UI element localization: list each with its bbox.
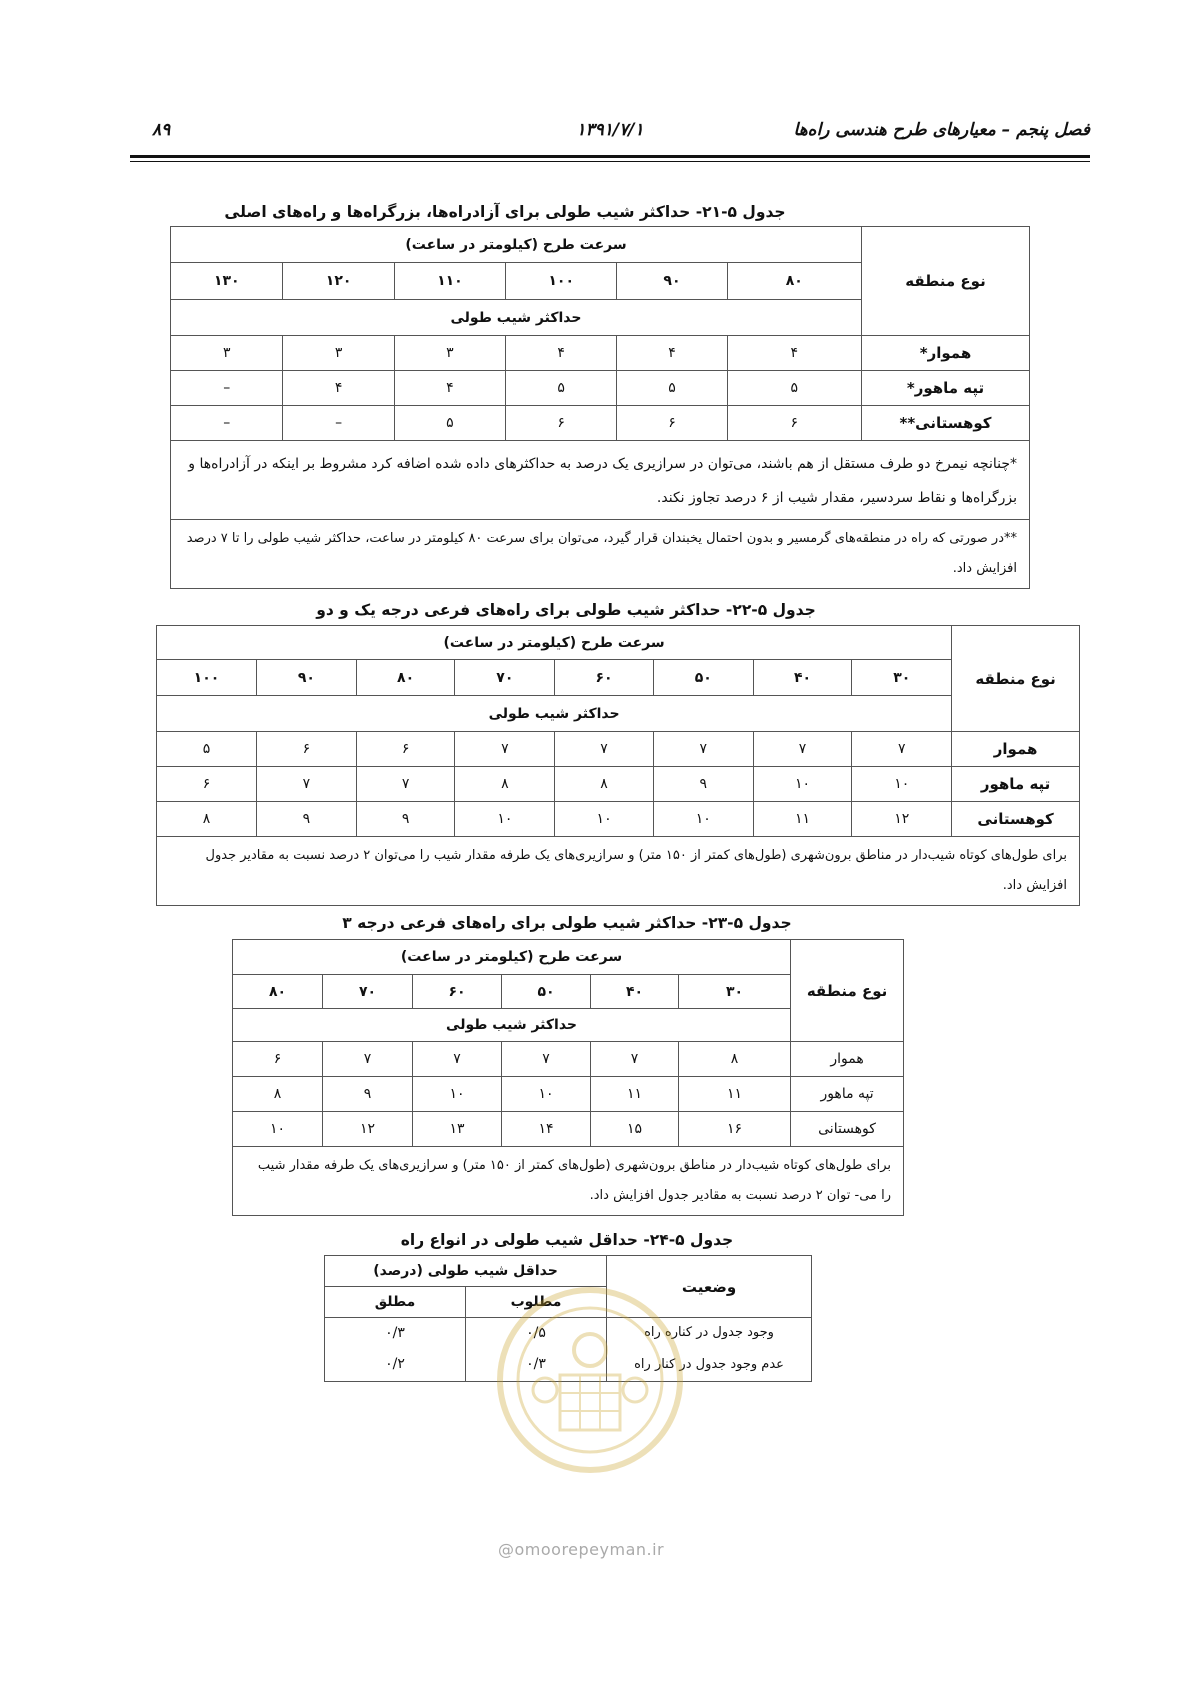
value-cell: ۴	[283, 371, 394, 406]
value-cell: ۹	[356, 802, 455, 837]
value-cell: ۱۳	[413, 1112, 502, 1147]
table-row	[171, 406, 1030, 441]
table-22-caption: جدول ۵-۲۲- حداکثر شیب طولی برای راه‌های فرعی درجه یک و دو	[316, 601, 816, 619]
table-row	[171, 371, 1030, 406]
value-cell: ۱۰	[502, 1077, 591, 1112]
table-21-caption: جدول ۵-۲۱- حداکثر شیب طولی برای آزادراه‌ها، بزرگراه‌ها و راه‌های اصلی	[224, 203, 786, 221]
value-cell: ۶	[157, 767, 257, 802]
value-cell: ۷	[653, 732, 753, 767]
page-header	[130, 120, 1090, 146]
value-cell: ۵	[394, 406, 505, 441]
value-cell: ۷	[502, 1042, 591, 1077]
value-cell: ۶	[617, 406, 727, 441]
value-cell: ۱۰	[233, 1112, 323, 1147]
table-23-body	[233, 1042, 904, 1147]
value-cell: ۶	[506, 406, 617, 441]
speed-header: سرعت طرح (کیلومتر در ساعت)	[233, 940, 791, 975]
table-22-body	[157, 732, 1080, 837]
value-cell: ۸	[555, 767, 654, 802]
table-row	[171, 336, 1030, 371]
value-cell: ۶	[256, 732, 356, 767]
speed-cell: ۶۰	[413, 975, 502, 1009]
watermark-text: @omoorepeyman.ir	[498, 1540, 665, 1559]
zone-cell: تپه ماهور	[952, 767, 1080, 802]
value-cell: ۷	[753, 732, 852, 767]
value-cell: ۴	[617, 336, 727, 371]
page-number: ۸۹	[152, 120, 171, 140]
zone-cell: کوهستانی	[791, 1112, 904, 1147]
speed-cell: ۵۰	[502, 975, 591, 1009]
value-cell: ۸	[157, 802, 257, 837]
value-cell: –	[283, 406, 394, 441]
value-cell: ۶	[727, 406, 861, 441]
value-cell: ۵	[506, 371, 617, 406]
table-21-note-1: *چنانچه نیمرخ دو طرف مستقل از هم باشند، می‌توان در سرازیری یک درصد به حداکثرهای داده شده اضافه کرد مشروط بر اینکه در آزادراه‌ها و بزرگراه‌ها و نقاط سردسیر، مقدار شیب از ۶ درصد تجاوز نکند.	[171, 441, 1030, 520]
table-21-note-2: **در صورتی که راه در منطقه‌های گرمسیر و بدون احتمال یخبندان قرار گیرد، می‌توان برای سرعت ۸۰ کیلومتر در ساعت، حداکثر شیب طولی را تا ۷ درصد افزایش داد.	[171, 520, 1030, 589]
speed-cell: ۳۰	[679, 975, 791, 1009]
zone-cell: هموار	[952, 732, 1080, 767]
zone-header: نوع منطقه	[791, 940, 904, 1042]
value-cell: ۱۴	[502, 1112, 591, 1147]
table-22-note: برای طول‌های کوتاه شیب‌دار در مناطق برون‌شهری (طول‌های کمتر از ۱۵۰ متر) و سرازیری‌های یک طرفه مقدار شیب را می‌توان ۲ درصد نسبت به مقادیر جدول افزایش داد.	[157, 837, 1080, 906]
speed-row	[157, 660, 1080, 696]
table-23	[232, 939, 904, 1216]
value-cell: ۴	[727, 336, 861, 371]
speed-cell: ۴۰	[753, 660, 852, 696]
value-cell: ۱۰	[653, 802, 753, 837]
table-23-caption: جدول ۵-۲۳- حداکثر شیب طولی برای راه‌های فرعی درجه ۳	[342, 914, 792, 932]
value-cell: ۸	[679, 1042, 791, 1077]
speed-cell: ۸۰	[233, 975, 323, 1009]
table-row	[157, 767, 1080, 802]
value-cell: ۱۰	[413, 1077, 502, 1112]
zone-cell: تپه ماهور*	[862, 371, 1030, 406]
value-cell: ۹	[653, 767, 753, 802]
speed-cell: ۵۰	[653, 660, 753, 696]
speed-cell: ۱۳۰	[171, 263, 283, 300]
table-24-caption: جدول ۵-۲۴- حداقل شیب طولی در انواع راه	[400, 1231, 734, 1249]
value-cell: ۱۰	[852, 767, 952, 802]
speed-cell: ۱۲۰	[283, 263, 394, 300]
value-cell: ۱۰	[555, 802, 654, 837]
speed-cell: ۱۱۰	[394, 263, 505, 300]
desired-cell: ۰/۳	[466, 1348, 607, 1382]
min-slope-header: حداقل شیب طولی (درصد)	[325, 1256, 607, 1287]
value-cell: ۱۱	[591, 1077, 679, 1112]
value-cell: ۷	[852, 732, 952, 767]
zone-cell: تپه ماهور	[791, 1077, 904, 1112]
value-cell: –	[171, 406, 283, 441]
speed-cell: ۷۰	[455, 660, 555, 696]
zone-header: نوع منطقه	[952, 626, 1080, 732]
value-cell: ۹	[256, 802, 356, 837]
value-cell: ۱۲	[323, 1112, 413, 1147]
status-header: وضعیت	[607, 1256, 812, 1318]
table-row	[157, 732, 1080, 767]
value-cell: ۴	[394, 371, 505, 406]
value-cell: ۹	[323, 1077, 413, 1112]
value-cell: ۱۱	[679, 1077, 791, 1112]
value-cell: ۵	[727, 371, 861, 406]
table-row	[233, 1042, 904, 1077]
chapter-title: فصل پنجم – معیارهای طرح هندسی راه‌ها	[793, 120, 1090, 140]
zone-header: نوع منطقه	[862, 227, 1030, 336]
speed-header: سرعت طرح (کیلومتر در ساعت)	[171, 227, 862, 263]
table-21-body	[171, 336, 1030, 441]
value-cell: ۱۶	[679, 1112, 791, 1147]
speed-cell: ۷۰	[323, 975, 413, 1009]
speed-cell: ۸۰	[356, 660, 455, 696]
speed-cell: ۴۰	[591, 975, 679, 1009]
status-cell: وجود جدول در کناره راه	[607, 1318, 812, 1348]
value-cell: ۷	[591, 1042, 679, 1077]
value-cell: ۵	[157, 732, 257, 767]
value-cell: ۷	[323, 1042, 413, 1077]
slope-header: حداکثر شیب طولی	[233, 1009, 791, 1042]
value-cell: ۷	[455, 732, 555, 767]
slope-header: حداکثر شیب طولی	[157, 696, 952, 732]
table-23-note: برای طول‌های کوتاه شیب‌دار در مناطق برون‌شهری (طول‌های کمتر از ۱۵۰ متر) و سرازیری‌های یک طرفه مقدار شیب را می- توان ۲ درصد نسبت به مقادیر جدول افزایش داد.	[233, 1147, 904, 1216]
value-cell: ۵	[617, 371, 727, 406]
value-cell: –	[171, 371, 283, 406]
value-cell: ۳	[394, 336, 505, 371]
slope-header: حداکثر شیب طولی	[171, 300, 862, 336]
speed-cell: ۶۰	[555, 660, 654, 696]
value-cell: ۱۱	[753, 802, 852, 837]
absolute-cell: ۰/۲	[325, 1348, 466, 1382]
speed-cell: ۸۰	[727, 263, 861, 300]
value-cell: ۱۵	[591, 1112, 679, 1147]
zone-cell: هموار*	[862, 336, 1030, 371]
status-cell: عدم وجود جدول در کنار راه	[607, 1348, 812, 1382]
value-cell: ۴	[506, 336, 617, 371]
table-22	[156, 625, 1080, 906]
zone-cell: کوهستانی**	[862, 406, 1030, 441]
absolute-cell: ۰/۳	[325, 1318, 466, 1348]
value-cell: ۸	[233, 1077, 323, 1112]
speed-cell: ۹۰	[256, 660, 356, 696]
header-date: ۱۳۹۱/۷/۱	[576, 120, 644, 140]
desired-cell: ۰/۵	[466, 1318, 607, 1348]
zone-cell: هموار	[791, 1042, 904, 1077]
speed-cell: ۱۰۰	[506, 263, 617, 300]
speed-cell: ۱۰۰	[157, 660, 257, 696]
header-rule-thick	[130, 155, 1090, 158]
table-row	[157, 802, 1080, 837]
desired-header: مطلوب	[466, 1287, 607, 1318]
speed-header: سرعت طرح (کیلومتر در ساعت)	[157, 626, 952, 660]
speed-cell: ۳۰	[852, 660, 952, 696]
speed-cell: ۹۰	[617, 263, 727, 300]
value-cell: ۳	[171, 336, 283, 371]
value-cell: ۱۰	[455, 802, 555, 837]
table-row	[233, 1112, 904, 1147]
zone-cell: کوهستانی	[952, 802, 1080, 837]
value-cell: ۷	[256, 767, 356, 802]
table-row	[233, 1077, 904, 1112]
value-cell: ۳	[283, 336, 394, 371]
absolute-header: مطلق	[325, 1287, 466, 1318]
value-cell: ۷	[413, 1042, 502, 1077]
header-rule-thin	[130, 161, 1090, 162]
table-24	[324, 1255, 812, 1382]
value-cell: ۱۰	[753, 767, 852, 802]
table-21	[170, 226, 1030, 589]
value-cell: ۶	[233, 1042, 323, 1077]
value-cell: ۱۲	[852, 802, 952, 837]
value-cell: ۸	[455, 767, 555, 802]
value-cell: ۷	[555, 732, 654, 767]
value-cell: ۷	[356, 767, 455, 802]
value-cell: ۶	[356, 732, 455, 767]
